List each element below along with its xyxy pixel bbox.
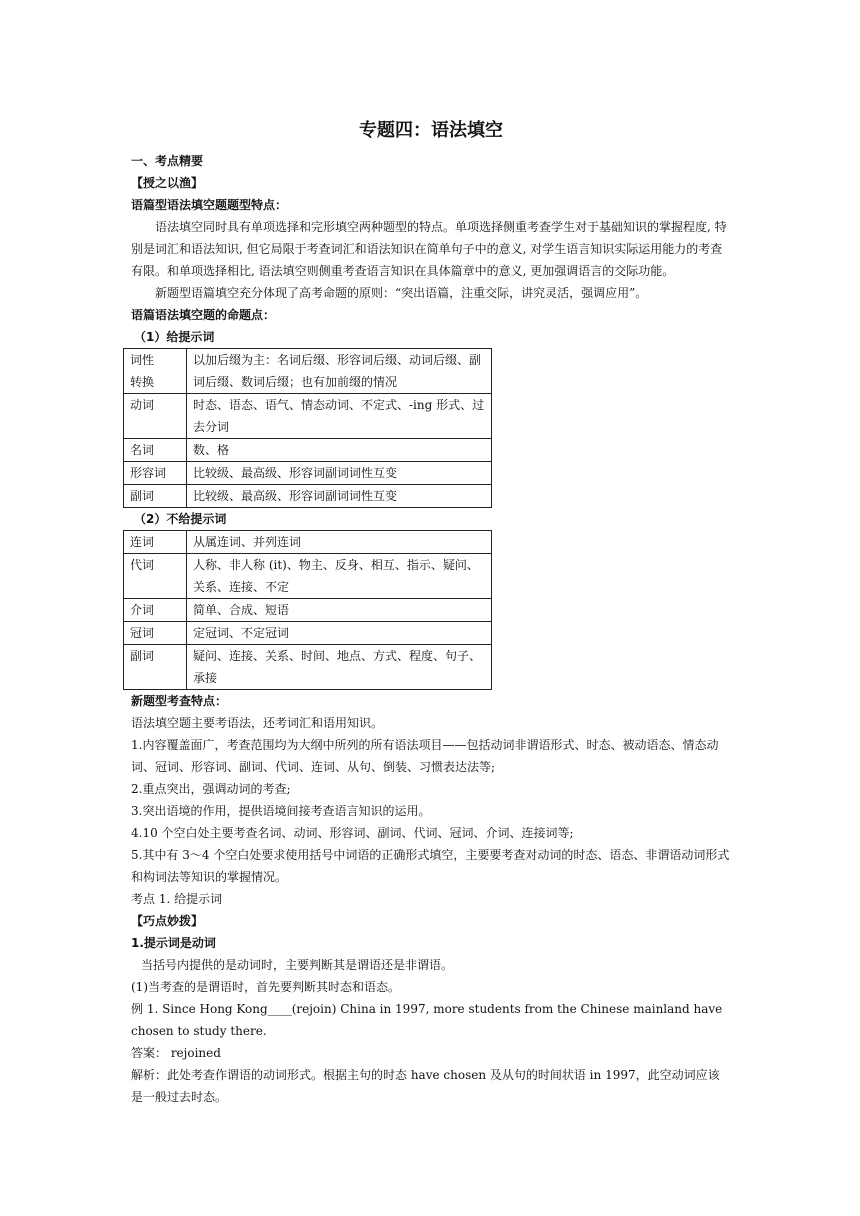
- table-row: [124, 531, 492, 554]
- table-cell-content: 比较级、最高级、形容词副词词性互变: [187, 485, 492, 508]
- table-cell-category: 冠词: [124, 622, 187, 645]
- analysis-line: 解析：此处考查作谓语的动词形式。根据主句的时态 have chosen 及从句的时间状语 in 1997，此空动词应该是一般过去时态。: [131, 1068, 720, 1104]
- table-row: [124, 394, 492, 439]
- table-cell-category: 介词: [124, 599, 187, 622]
- paragraph: 新题型语篇填空充分体现了高考命题的原则：“突出语篇，注重交际，讲究灵活，强调应用”。: [155, 286, 648, 300]
- paragraph: 语法填空同时具有单项选择和完形填空两种题型的特点。单项选择侧重考查学生对于基础知识的掌握程度, 特别是词汇和语法知识, 但它局限于考查词汇和语法知识在简单句子中的意义, 对学生语言知识实际运用能力的考查有限。和单项选择相比, 语法填空则侧重考查语言知识在具体篇章中的意义, 更加强调语言的交际功能。: [131, 220, 727, 278]
- list-item: 5.其中有 3～4 个空白处要求使用括号中词语的正确形式填空，主要要考查对动词的时态、语态、非谓语动词形式和构词法等知识的掌握情况。: [131, 848, 730, 884]
- paragraph: 当括号内提供的是动词时，主要判断其是谓语还是非谓语。: [141, 958, 454, 972]
- list-item: 4.10 个空白处主要考查名词、动词、形容词、副词、代词、冠词、介词、连接词等;: [131, 826, 574, 840]
- verb-heading: 1.提示词是动词: [131, 936, 216, 950]
- table-cell-category: 副词: [124, 485, 187, 508]
- section-heading: 一、考点精要: [131, 154, 204, 168]
- example-sentence: 例 1. Since Hong Kong____(rejoin) China in 1997, more students from the Chinese mainland have chosen to study there.: [131, 1002, 723, 1038]
- table-cell-content: 从属连词、并列连词: [187, 531, 492, 554]
- table-cell-category: 词性 转换: [124, 349, 187, 394]
- bracket-heading: 【巧点妙拨】: [131, 914, 204, 928]
- list-item: 3.突出语境的作用，提供语境间接考查语言知识的运用。: [131, 804, 431, 818]
- table-cell-content: 数、格: [187, 439, 492, 462]
- table-cell-content: 比较级、最高级、形容词副词词性互变: [187, 462, 492, 485]
- table-cell-category: 名词: [124, 439, 187, 462]
- feature-list: [131, 734, 731, 888]
- table-cell-content: 疑问、连接、关系、时间、地点、方式、程度、句子、承接: [187, 645, 492, 690]
- table-cell-category: 形容词: [124, 462, 187, 485]
- document-body: [131, 116, 731, 1108]
- table-row: [124, 485, 492, 508]
- table-row: [124, 462, 492, 485]
- table-row: [124, 349, 492, 394]
- new-type-heading: 新题型考查特点：: [131, 694, 228, 708]
- no-hint-word-table: [123, 530, 492, 690]
- table-row: [124, 554, 492, 599]
- table-cell-content: 人称、非人称 (it)、物主、反身、相互、指示、疑问、关系、连接、不定: [187, 554, 492, 599]
- hint-word-table: [123, 348, 492, 508]
- page-title: 专题四：语法填空: [359, 120, 503, 141]
- table-row: [124, 599, 492, 622]
- table-row: [124, 622, 492, 645]
- features-heading: 语篇型语法填空题题型特点：: [131, 198, 288, 212]
- bracket-heading: 【授之以渔】: [131, 176, 204, 190]
- table-cell-content: 简单、合成、短语: [187, 599, 492, 622]
- paragraph: 语法填空题主要考语法，还考词汇和语用知识。: [131, 716, 384, 730]
- table-cell-content: 以加后缀为主：名词后缀、形容词后缀、动词后缀、副词后缀、数词后缀；也有加前缀的情况: [187, 349, 492, 394]
- table-cell-category: 代词: [124, 554, 187, 599]
- points-heading: 语篇语法填空题的命题点：: [131, 308, 276, 322]
- table-caption: （2）不给提示词: [134, 512, 227, 526]
- table-cell-category: 副词: [124, 645, 187, 690]
- table-caption: （1）给提示词: [134, 330, 215, 344]
- table-cell-category: 连词: [124, 531, 187, 554]
- table-cell-category: 动词: [124, 394, 187, 439]
- table-cell-content: 定冠词、不定冠词: [187, 622, 492, 645]
- kaodian-label: 考点 1. 给提示词: [131, 892, 223, 906]
- table-cell-content: 时态、语态、语气、情态动词、不定式、-ing 形式、过去分词: [187, 394, 492, 439]
- list-item: 2.重点突出，强调动词的考查;: [131, 782, 291, 796]
- paragraph: (1)当考查的是谓语时，首先要判断其时态和语态。: [131, 980, 400, 994]
- answer-line: 答案： rejoined: [131, 1046, 221, 1060]
- table-row: [124, 439, 492, 462]
- list-item: 1.内容覆盖面广，考查范围均为大纲中所列的所有语法项目——包括动词非谓语形式、时态、被动语态、情态动词、冠词、形容词、副词、代词、连词、从句、倒装、习惯表达法等;: [131, 738, 719, 774]
- table-row: [124, 645, 492, 690]
